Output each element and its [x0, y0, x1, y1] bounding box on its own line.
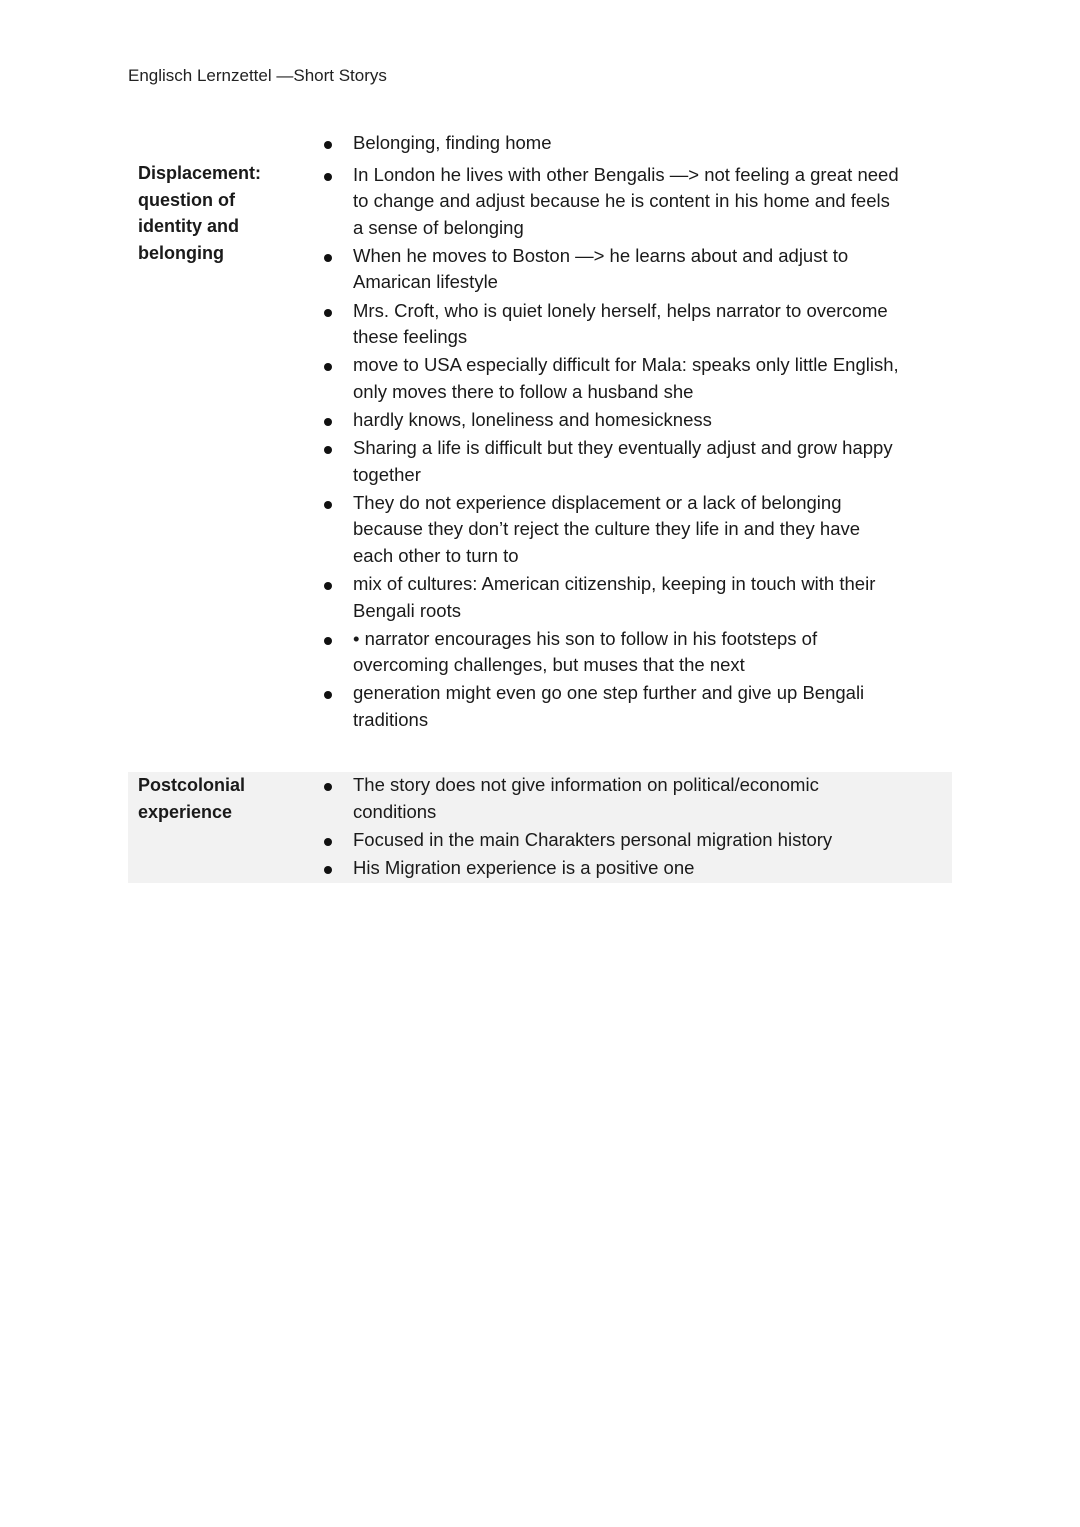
list-item: In London he lives with other Bengalis —> not feeling a great need to change and adjust because he is content in his home and feels a sense of belonging — [302, 162, 901, 242]
table-row-displacement — [128, 128, 952, 735]
row-label — [128, 128, 302, 735]
list-item: Belonging, finding home — [302, 130, 901, 157]
bullet-list — [302, 772, 952, 881]
bullet-icon — [324, 501, 332, 509]
bullet-icon — [324, 446, 332, 454]
row-content — [302, 128, 952, 735]
label-line: identity and — [138, 216, 240, 236]
list-item: They do not experience displacement or a lack of belonging because they don’t reject the culture they life in and they have each other to turn to — [302, 490, 901, 570]
label-line: experience — [138, 801, 233, 822]
list-item: • narrator encourages his son to follow in his footsteps of overcoming challenges, but muses that the next — [302, 626, 901, 679]
row-label — [128, 772, 302, 883]
list-item: His Migration experience is a positive one — [302, 855, 901, 882]
label-line: question of — [138, 189, 235, 210]
list-item: move to USA especially difficult for Mala: speaks only little English, only moves there to follow a husband she — [302, 352, 901, 405]
list-item: mix of cultures: American citizenship, keeping in touch with their Bengali roots — [302, 571, 901, 624]
list-item: Mrs. Croft, who is quiet lonely herself, helps narrator to overcome these feelings — [302, 298, 901, 351]
bullet-icon — [324, 418, 332, 426]
bullet-icon — [324, 838, 332, 846]
notes-table — [128, 128, 952, 883]
bullet-icon — [324, 783, 332, 791]
bullet-list — [302, 128, 952, 734]
bullet-icon — [324, 866, 332, 874]
table-row-postcolonial — [128, 772, 952, 883]
row-content — [302, 772, 952, 883]
list-item: generation might even go one step further and give up Bengali traditions — [302, 680, 901, 733]
list-item: When he moves to Boston —> he learns about and adjust to Amarican lifestyle — [302, 243, 901, 296]
bullet-icon — [324, 363, 332, 371]
page-header: Englisch Lernzettel —Short Storys — [128, 66, 387, 85]
bullet-icon — [324, 141, 332, 149]
list-item: Focused in the main Charakters personal migration history — [302, 827, 901, 854]
bullet-icon — [324, 691, 332, 699]
bullet-icon — [324, 173, 332, 181]
list-item: hardly knows, loneliness and homesickness — [302, 407, 901, 434]
list-item: Sharing a life is difficult but they eventually adjust and grow happy together — [302, 435, 901, 488]
bullet-icon — [324, 637, 332, 645]
label-line: Displacement: — [138, 163, 262, 183]
bullet-icon — [324, 582, 332, 590]
bullet-icon — [324, 309, 332, 317]
list-item: The story does not give information on political/economic conditions — [302, 772, 901, 825]
label-line: belonging — [138, 242, 224, 263]
bullet-icon — [324, 254, 332, 262]
label-line: Postcolonial — [138, 775, 246, 796]
